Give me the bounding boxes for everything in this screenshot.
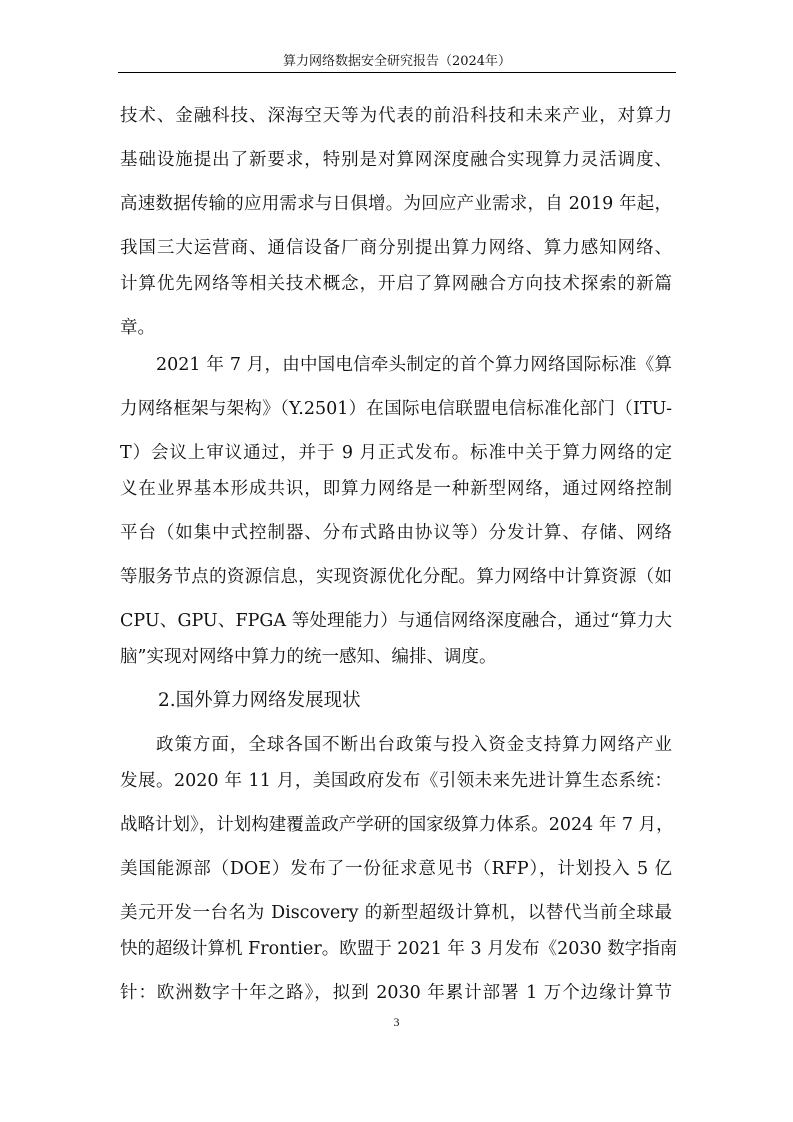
body-line: 力网络框架与架构》（Y.2501）在国际电信联盟电信标准化部门（ITU- [120,399,672,419]
body-line: 平台（如集中式控制器、分布式路由协议等）分发计算、存储、网络 [120,523,672,543]
body-line: 脑”实现对网络中算力的统一感知、编排、调度。 [120,647,497,667]
body-line: 计算优先网络等相关技术概念，开启了算网融合方向技术探索的新篇 [120,274,672,294]
body-line: 美国能源部（DOE）发布了一份征求意见书（RFP），计划投入 5 亿 [120,859,672,879]
page-number: 3 [393,1015,400,1029]
paragraph-first-line: 政策方面，全球各国不断出台政策与投入资金支持算力网络产业 [156,735,672,755]
running-header: 算力网络数据安全研究报告（2024年） [282,54,512,69]
section-heading: 2.国外算力网络发展现状 [158,690,361,711]
body-line: 等服务节点的资源信息，实现资源优化分配。算力网络中计算资源（如 [120,567,672,587]
body-line: T）会议上审议通过，并于 9 月正式发布。标准中关于算力网络的定 [120,443,672,463]
header-divider [118,72,676,73]
paragraph-first-line: 2021 年 7 月，由中国电信牵头制定的首个算力网络国际标准《算 [156,355,672,375]
body-line: 基础设施提出了新要求，特别是对算网深度融合实现算力灵活调度、 [120,150,672,170]
body-line: 战略计划》，计划构建覆盖政产学研的国家级算力体系。2024 年 7 月， [120,815,674,835]
body-line: 发展。2020 年 11 月，美国政府发布《引领未来先进计算生态系统： [120,771,672,791]
body-line: 技术、金融科技、深海空天等为代表的前沿科技和未来产业，对算力 [120,106,672,126]
body-line: 快的超级计算机 Frontier。欧盟于 2021 年 3 月发布《2030 数字指南 [120,939,678,959]
body-line: 章。 [120,318,155,338]
body-line: 针：欧洲数字十年之路》，拟到 2030 年累计部署 1 万个边缘计算节 [120,983,672,1003]
body-line: 我国三大运营商、通信设备厂商分别提出算力网络、算力感知网络、 [120,238,672,258]
body-line: CPU、GPU、FPGA 等处理能力）与通信网络深度融合，通过“算力大 [120,611,672,631]
body-line: 美元开发一台名为 Discovery 的新型超级计算机，以替代当前全球最 [120,903,672,923]
body-line: 义在业界基本形成共识，即算力网络是一种新型网络，通过网络控制 [120,479,672,499]
body-line: 高速数据传输的应用需求与日俱增。为回应产业需求，自 2019 年起， [120,194,672,214]
